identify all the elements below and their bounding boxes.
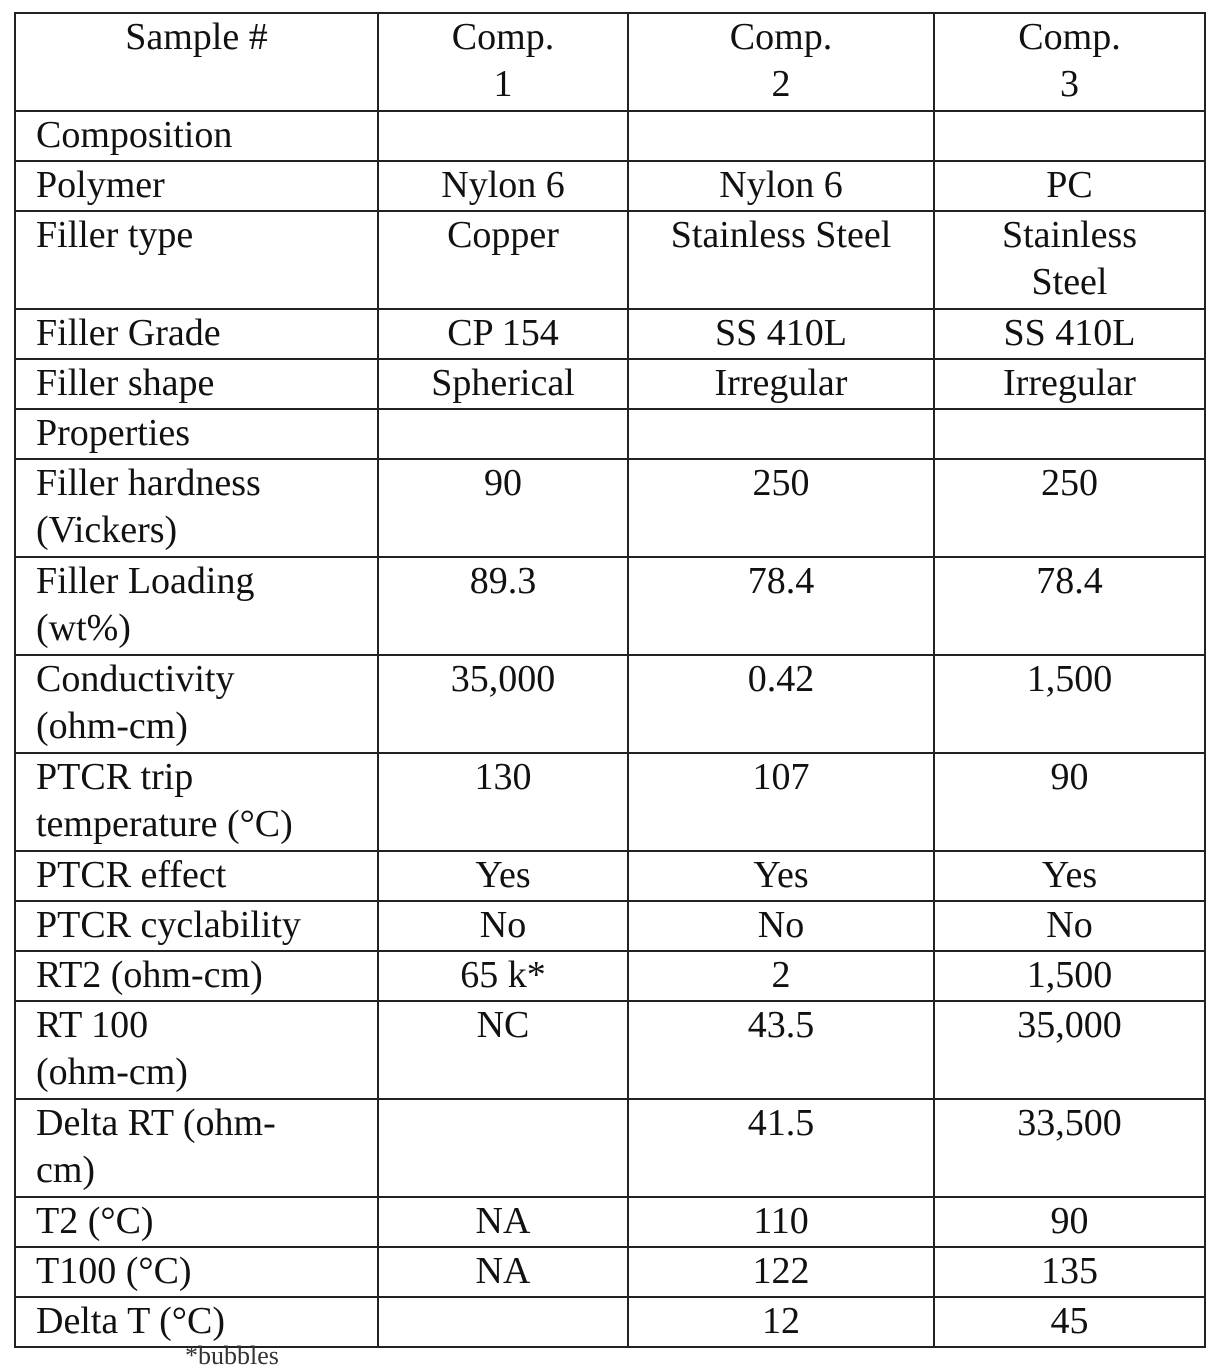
table-cell: Stainless Steel [628,211,934,309]
table-cell: 65 k* [378,951,628,1001]
table-cell [378,1099,628,1197]
table-cell: 130 [378,753,628,851]
table-cell [934,111,1205,161]
row-label: RT2 (ohm-cm) [15,951,378,1001]
table-cell: Irregular [628,359,934,409]
table-cell: 12 [628,1297,934,1347]
table-row [15,409,1205,459]
row-label: Filler shape [15,359,378,409]
table-row [15,1099,1205,1197]
table-row [15,459,1205,557]
row-label: PTCR trip temperature (°C) [15,753,378,851]
table-cell: NC [378,1001,628,1099]
header-cell-comp-2: Comp. 2 [628,13,934,111]
header-cell-comp-1: Comp. 1 [378,13,628,111]
table-cell [628,409,934,459]
table-cell: 90 [934,1197,1205,1247]
table-row [15,851,1205,901]
table-cell [378,111,628,161]
table-cell: Yes [628,851,934,901]
row-label: Conductivity (ohm-cm) [15,655,378,753]
row-label: Filler Grade [15,309,378,359]
table-row [15,557,1205,655]
table-cell: Yes [934,851,1205,901]
table-row [15,753,1205,851]
footnote: *bubbles [185,1341,279,1370]
table-cell [378,409,628,459]
table-cell: Nylon 6 [378,161,628,211]
row-label: Delta RT (ohm- cm) [15,1099,378,1197]
table-cell: 110 [628,1197,934,1247]
table-cell: Stainless Steel [934,211,1205,309]
header-label-cell: Sample # [15,13,378,111]
table-cell: 33,500 [934,1099,1205,1197]
table-cell [628,111,934,161]
header-cell-comp-3: Comp. 3 [934,13,1205,111]
row-label: Delta T (°C) [15,1297,378,1347]
table-row [15,1001,1205,1099]
table-cell: NA [378,1197,628,1247]
table-cell: Nylon 6 [628,161,934,211]
row-label: Properties [15,409,378,459]
header-row [15,13,1205,111]
table-cell [378,1297,628,1347]
table-row [15,161,1205,211]
row-label: PTCR cyclability [15,901,378,951]
row-label: Filler hardness (Vickers) [15,459,378,557]
table-cell [934,409,1205,459]
table-cell: 43.5 [628,1001,934,1099]
table-cell: No [934,901,1205,951]
row-label: T100 (°C) [15,1247,378,1297]
table-cell: Yes [378,851,628,901]
table-row [15,1247,1205,1297]
row-label: PTCR effect [15,851,378,901]
row-label: Composition [15,111,378,161]
table-cell: NA [378,1247,628,1297]
table-cell: No [628,901,934,951]
table-cell: 1,500 [934,951,1205,1001]
table-cell: CP 154 [378,309,628,359]
table-row [15,901,1205,951]
table-cell: 35,000 [934,1001,1205,1099]
table-cell: 2 [628,951,934,1001]
table-cell: 1,500 [934,655,1205,753]
row-label: Filler type [15,211,378,309]
table-cell: 0.42 [628,655,934,753]
table-row [15,1197,1205,1247]
table-cell: 90 [378,459,628,557]
table-cell: Irregular [934,359,1205,409]
table-row [15,951,1205,1001]
table-cell: Copper [378,211,628,309]
table-cell: Spherical [378,359,628,409]
table-row [15,359,1205,409]
row-label: Polymer [15,161,378,211]
table-cell: 78.4 [628,557,934,655]
table-cell: No [378,901,628,951]
table-cell: 250 [934,459,1205,557]
properties-table [14,12,1206,1348]
table-cell: 45 [934,1297,1205,1347]
table-cell: 89.3 [378,557,628,655]
table-cell: 122 [628,1247,934,1297]
table-cell: 41.5 [628,1099,934,1197]
row-label: T2 (°C) [15,1197,378,1247]
table-row [15,111,1205,161]
table-cell: 135 [934,1247,1205,1297]
table-cell: 90 [934,753,1205,851]
table-row [15,309,1205,359]
table-cell: 78.4 [934,557,1205,655]
table-row [15,655,1205,753]
row-label: Filler Loading (wt%) [15,557,378,655]
table-row [15,1297,1205,1347]
table-cell: 250 [628,459,934,557]
table-cell: SS 410L [628,309,934,359]
table-cell: PC [934,161,1205,211]
table-cell: 107 [628,753,934,851]
row-label: RT 100 (ohm-cm) [15,1001,378,1099]
table-cell: 35,000 [378,655,628,753]
table-cell: SS 410L [934,309,1205,359]
table-row [15,211,1205,309]
